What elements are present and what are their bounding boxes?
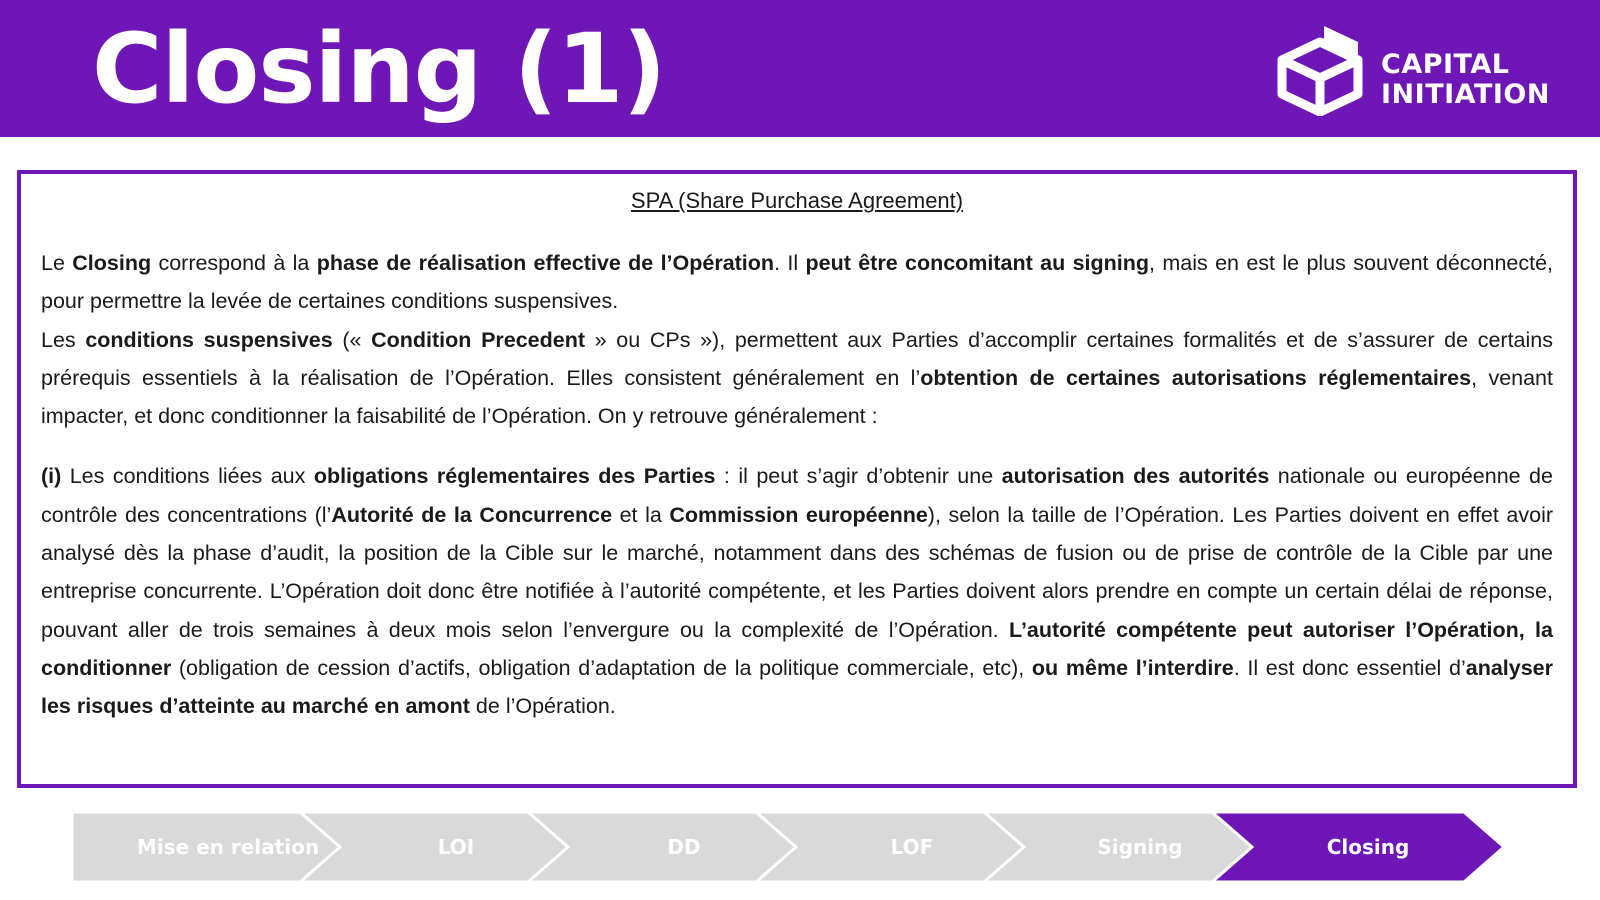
paragraph-closing-definition <box>41 244 1553 321</box>
text-run: correspond à la <box>151 251 317 275</box>
text-run: , venant impacter, et donc conditionner la faisabilité de l’Opération. On y retrouve généralement : <box>41 365 1553 429</box>
bold-text-run: peut être concomitant au signing <box>805 251 1150 275</box>
bold-text-run: Commission européenne <box>669 502 928 527</box>
process-step-label: Closing <box>1326 835 1410 859</box>
text-run: de l’Opération. <box>469 694 616 719</box>
process-step-label: DD <box>667 835 701 859</box>
paragraph-conditions-suspensives <box>41 321 1553 436</box>
process-step-label: LOI <box>437 835 475 859</box>
bold-text-run: phase de réalisation effective de l’Opération <box>316 251 775 275</box>
bold-text-run: analyser les risques d’atteinte au marché en amont <box>41 655 1553 719</box>
process-step-label: LOF <box>890 835 934 859</box>
bold-text-run: ou même l’interdire <box>1031 655 1234 680</box>
text-run: » ou CPs »), permettent aux Parties d’accomplir certaines formalités et de s’assurer de certains prérequis essentiels à la réalisation de l’Opération. Elles consistent généralement en l’ <box>41 327 1554 390</box>
logo-line-1: CAPITAL <box>1381 49 1510 80</box>
text-run: Le <box>41 251 73 275</box>
bold-text-run: autorisation des autorités <box>1001 464 1270 489</box>
text-run: , mais en est le plus souvent déconnecté, pour permettre la levée de certaines conditions suspensives. <box>41 251 1554 314</box>
section-title: SPA (Share Purchase Agreement) <box>630 188 964 213</box>
bold-text-run: Closing <box>72 251 152 275</box>
process-step-label: Signing <box>1097 835 1183 859</box>
text-run: Les <box>41 327 86 352</box>
text-run: . Il est donc essentiel d’ <box>1233 655 1466 680</box>
bold-text-run: (i) <box>41 464 62 489</box>
bold-text-run: Autorité de la Concurrence <box>331 502 613 527</box>
cube-logo-icon <box>1268 20 1372 116</box>
content-box <box>17 170 1577 788</box>
paragraph-obligations-reglementaires <box>41 457 1553 725</box>
deal-process-steps <box>72 812 1532 882</box>
text-run: . Il <box>774 251 806 275</box>
text-run: Les conditions liées aux <box>61 464 314 489</box>
logo-wordmark <box>1381 50 1550 110</box>
text-run: et la <box>612 502 670 527</box>
bold-text-run: conditions suspensives <box>85 327 333 352</box>
bold-text-run: L’autorité compétente peut autoriser l’Opération, la conditionner <box>41 617 1553 680</box>
text-run: (« <box>332 327 372 352</box>
text-run: (obligation de cession d’actifs, obligation d’adaptation de la politique commerciale, etc), <box>171 655 1032 680</box>
capital-initiation-logo <box>1268 20 1588 116</box>
text-run: ), selon la taille de l’Opération. Les Parties doivent en effet avoir analysé dès la phase d’audit, la position de la Cible sur le marché, notamment dans des schémas de fusion ou de prise de contrôle de la Cible par une entreprise concurrente. L’Opération doit donc être notifiée à l’autorité compétente, et les Parties doivent alors prendre en compte un certain délai de réponse, pouvant aller de trois semaines à deux mois selon l’envergure ou la complexité de l’Opération. <box>41 502 1554 642</box>
process-step-label: Mise en relation <box>136 835 320 859</box>
text-run: nationale ou européenne de contrôle des concentrations (l’ <box>41 464 1553 527</box>
bold-text-run: obtention de certaines autorisations réglementaires <box>920 365 1472 390</box>
logo-line-2: INITIATION <box>1381 79 1550 110</box>
process-step-closing <box>1212 812 1504 882</box>
bold-text-run: Condition Precedent <box>371 327 586 352</box>
paragraph-gap <box>41 435 1553 457</box>
page-title: Closing (1) <box>92 13 666 125</box>
header-banner <box>0 0 1600 137</box>
bold-text-run: obligations réglementaires des Parties <box>313 464 716 489</box>
text-run: : il peut s’agir d’obtenir une <box>715 464 1002 489</box>
